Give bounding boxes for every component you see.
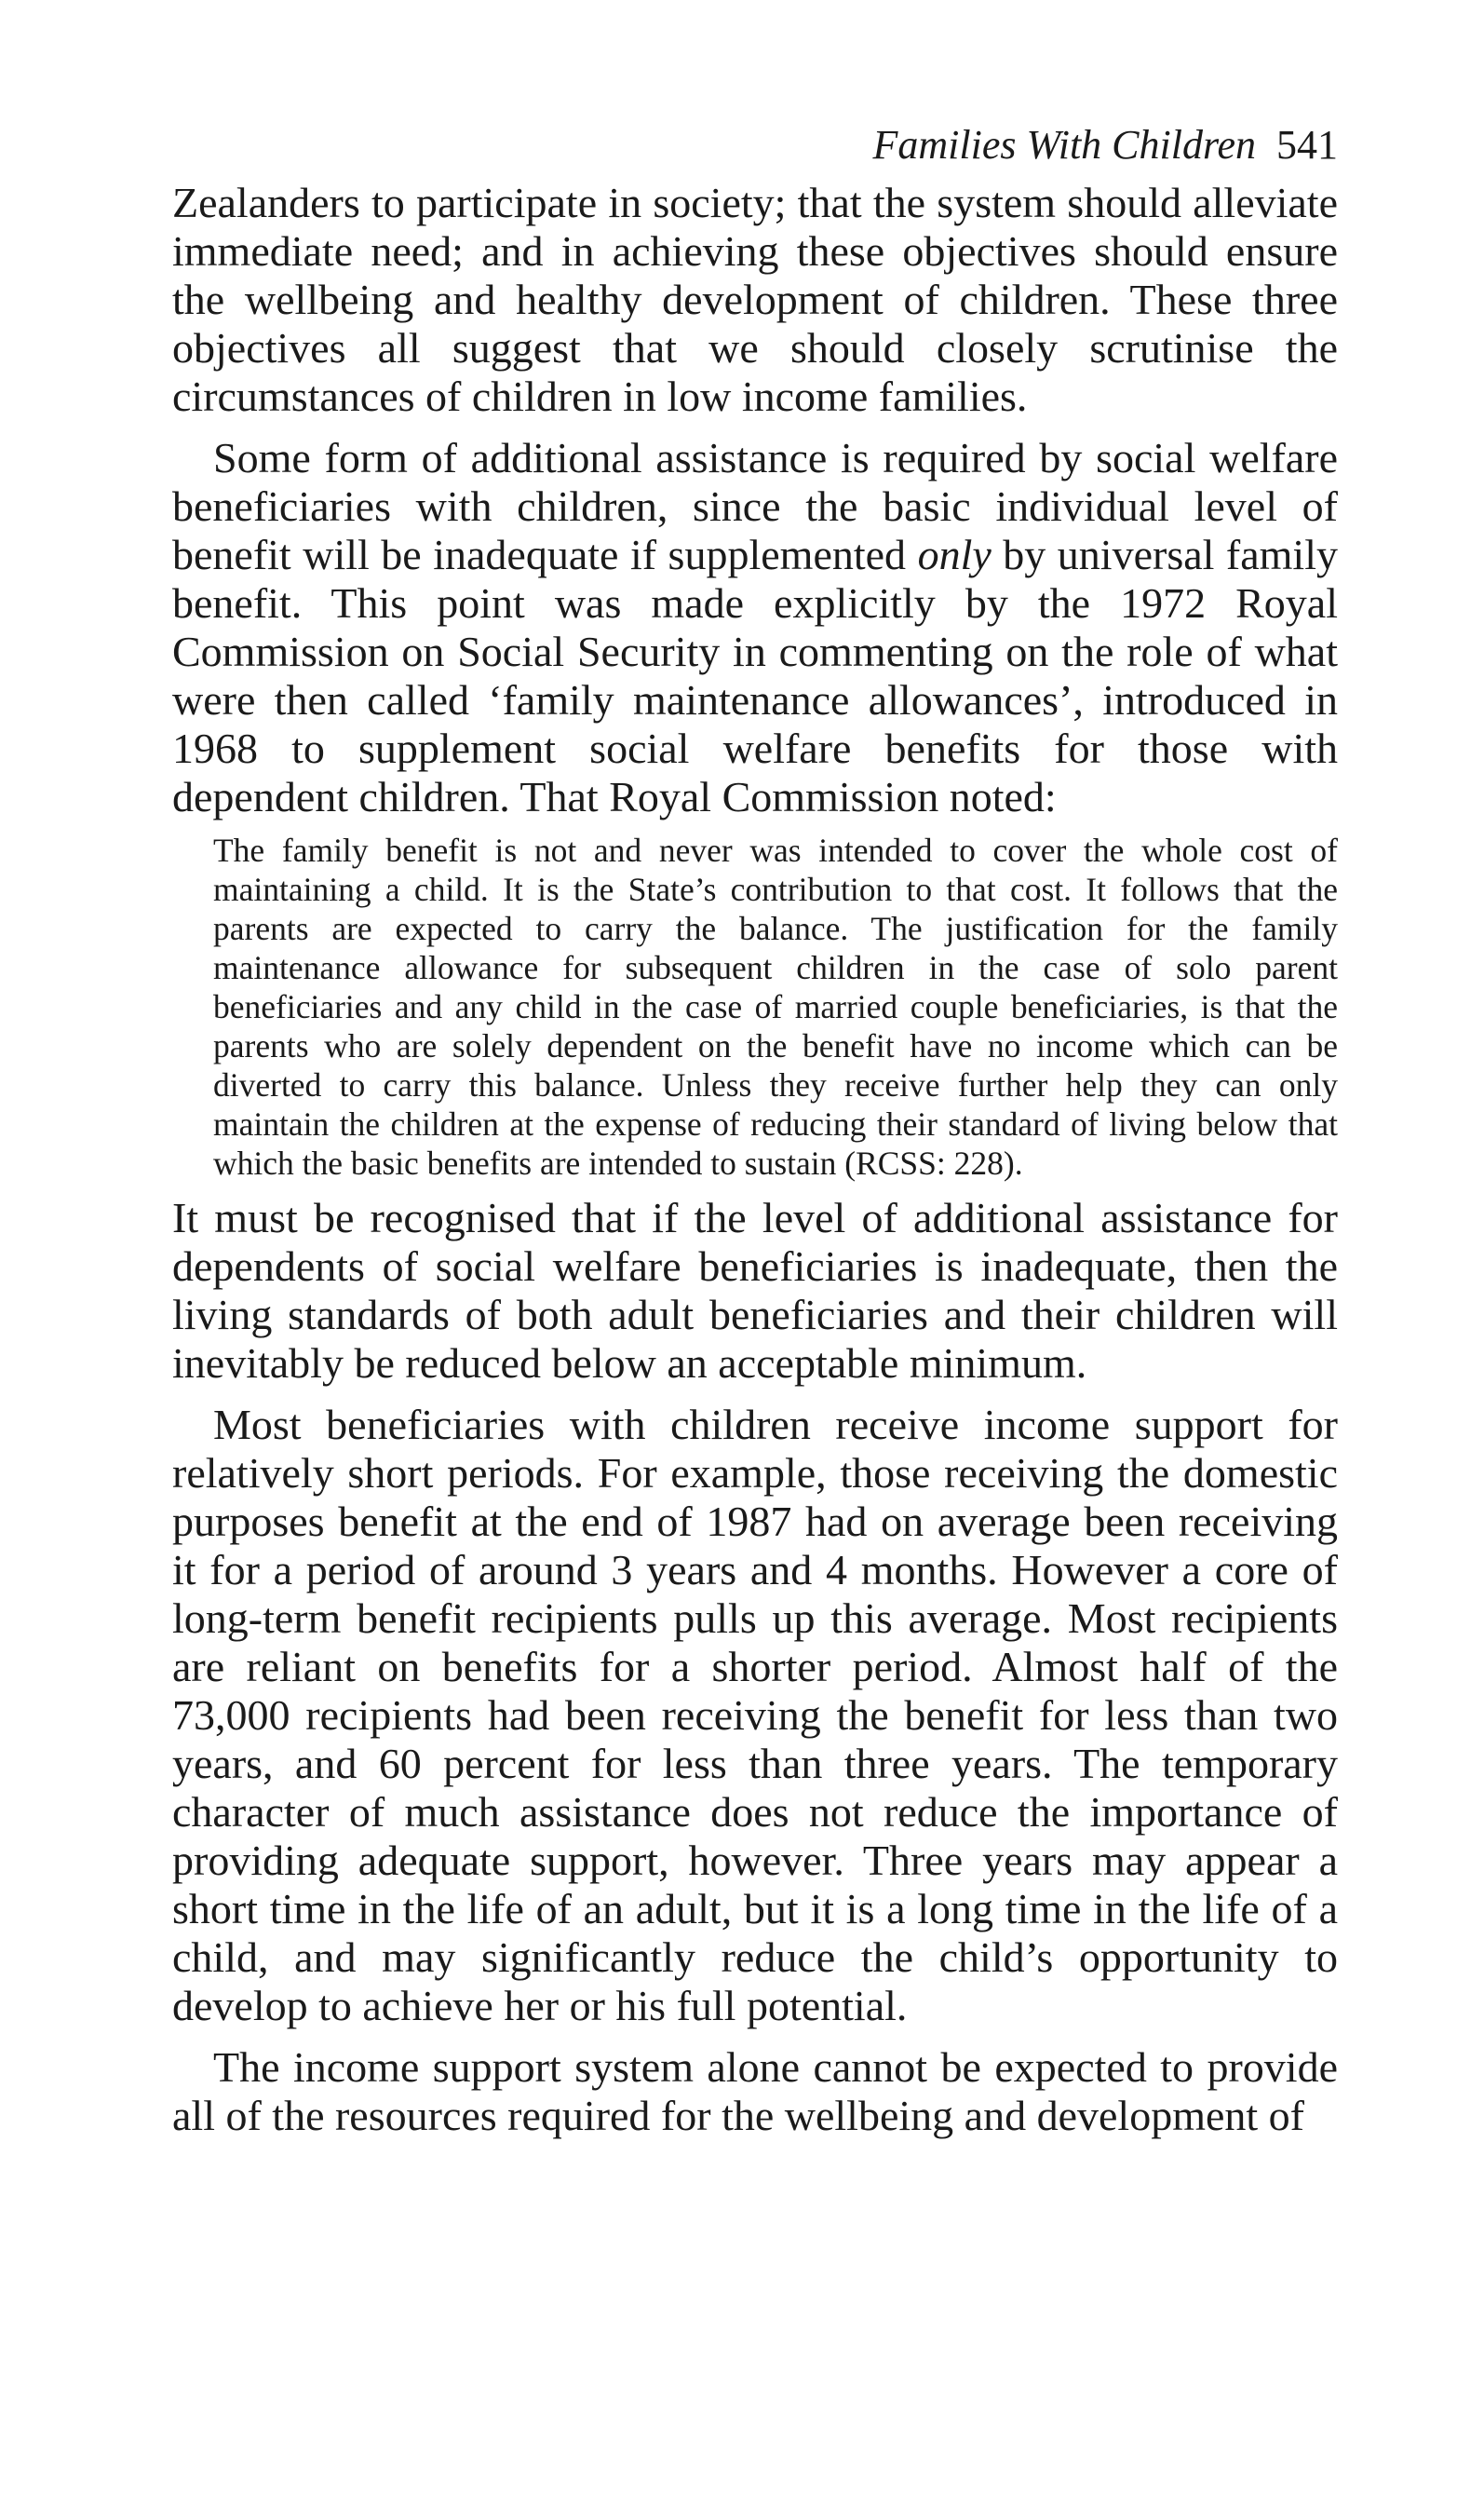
running-head [172,119,1338,171]
book-page [172,119,1338,2140]
paragraph-3: It must be recognised that if the level of additional assistance for dependents of social welfare beneficiaries is inadequate, then the living standards of both adult beneficiaries and their children will inevitably be reduced below an acceptable minimum. [172,1194,1338,1387]
paragraph-1: Zealanders to participate in society; that the system should alleviate immediate need; and in achieving these objectives should ensure the wellbeing and healthy development of children. These three objectives all suggest that we should closely scrutinise the circumstances of children in low income families. [172,179,1338,420]
paragraph-5: The income support system alone cannot be expected to provide all of the resources required for the wellbeing and development of [172,2043,1338,2139]
paragraph-2-text-before: Some form of additional assistance is required by social welfare beneficiaries with children, since the basic individual level of benefit will be inadequate if supplemented [172,434,1338,578]
block-quote: The family benefit is not and never was intended to cover the whole cost of maintaining a child. It is the State’s contribution to that cost. It follows that the parents are expected to carry the balance. The justification for the family maintenance allowance for subsequent children in the case of solo parent beneficiaries and any child in the case of married couple beneficiaries, is that the parents who are solely dependent on the benefit have no income which can be diverted to carry this balance. Unless they receive further help they can only maintain the children at the expense of reducing their standard of living below that which the basic benefits are intended to sustain (RCSS: 228). [213,832,1338,1182]
paragraph-4: Most beneficiaries with children receive income support for relatively short periods. For example, those receiving the domestic purposes benefit at the end of 1987 had on average been receiving it for a period of around 3 years and 4 months. However a core of long-term benefit recipients pulls up this average. Most recipients are reliant on benefits for a shorter period. Almost half of the 73,000 recipients had been receiving the benefit for less than two years, and 60 percent for less than three years. The temporary character of much assistance does not reduce the importance of providing adequate support, however. Three years may appear a short time in the life of an adult, but it is a long time in the life of a child, and may significantly reduce the child’s opportunity to develop to achieve her or his full potential. [172,1401,1338,2029]
running-head-title: Families With Children [872,122,1256,168]
paragraph-2-emphasis: only [917,531,992,578]
paragraph-2 [172,434,1338,821]
paragraph-2-text-after: by universal family benefit. This point was made explicitly by the 1972 Royal Commission on Social Security in commenting on the role of what were then called ‘family maintenance allowances’, introduced in 1968 to supplement social welfare benefits for those with dependent children. That Royal Commission noted: [172,531,1338,820]
page-number: 541 [1276,122,1338,168]
